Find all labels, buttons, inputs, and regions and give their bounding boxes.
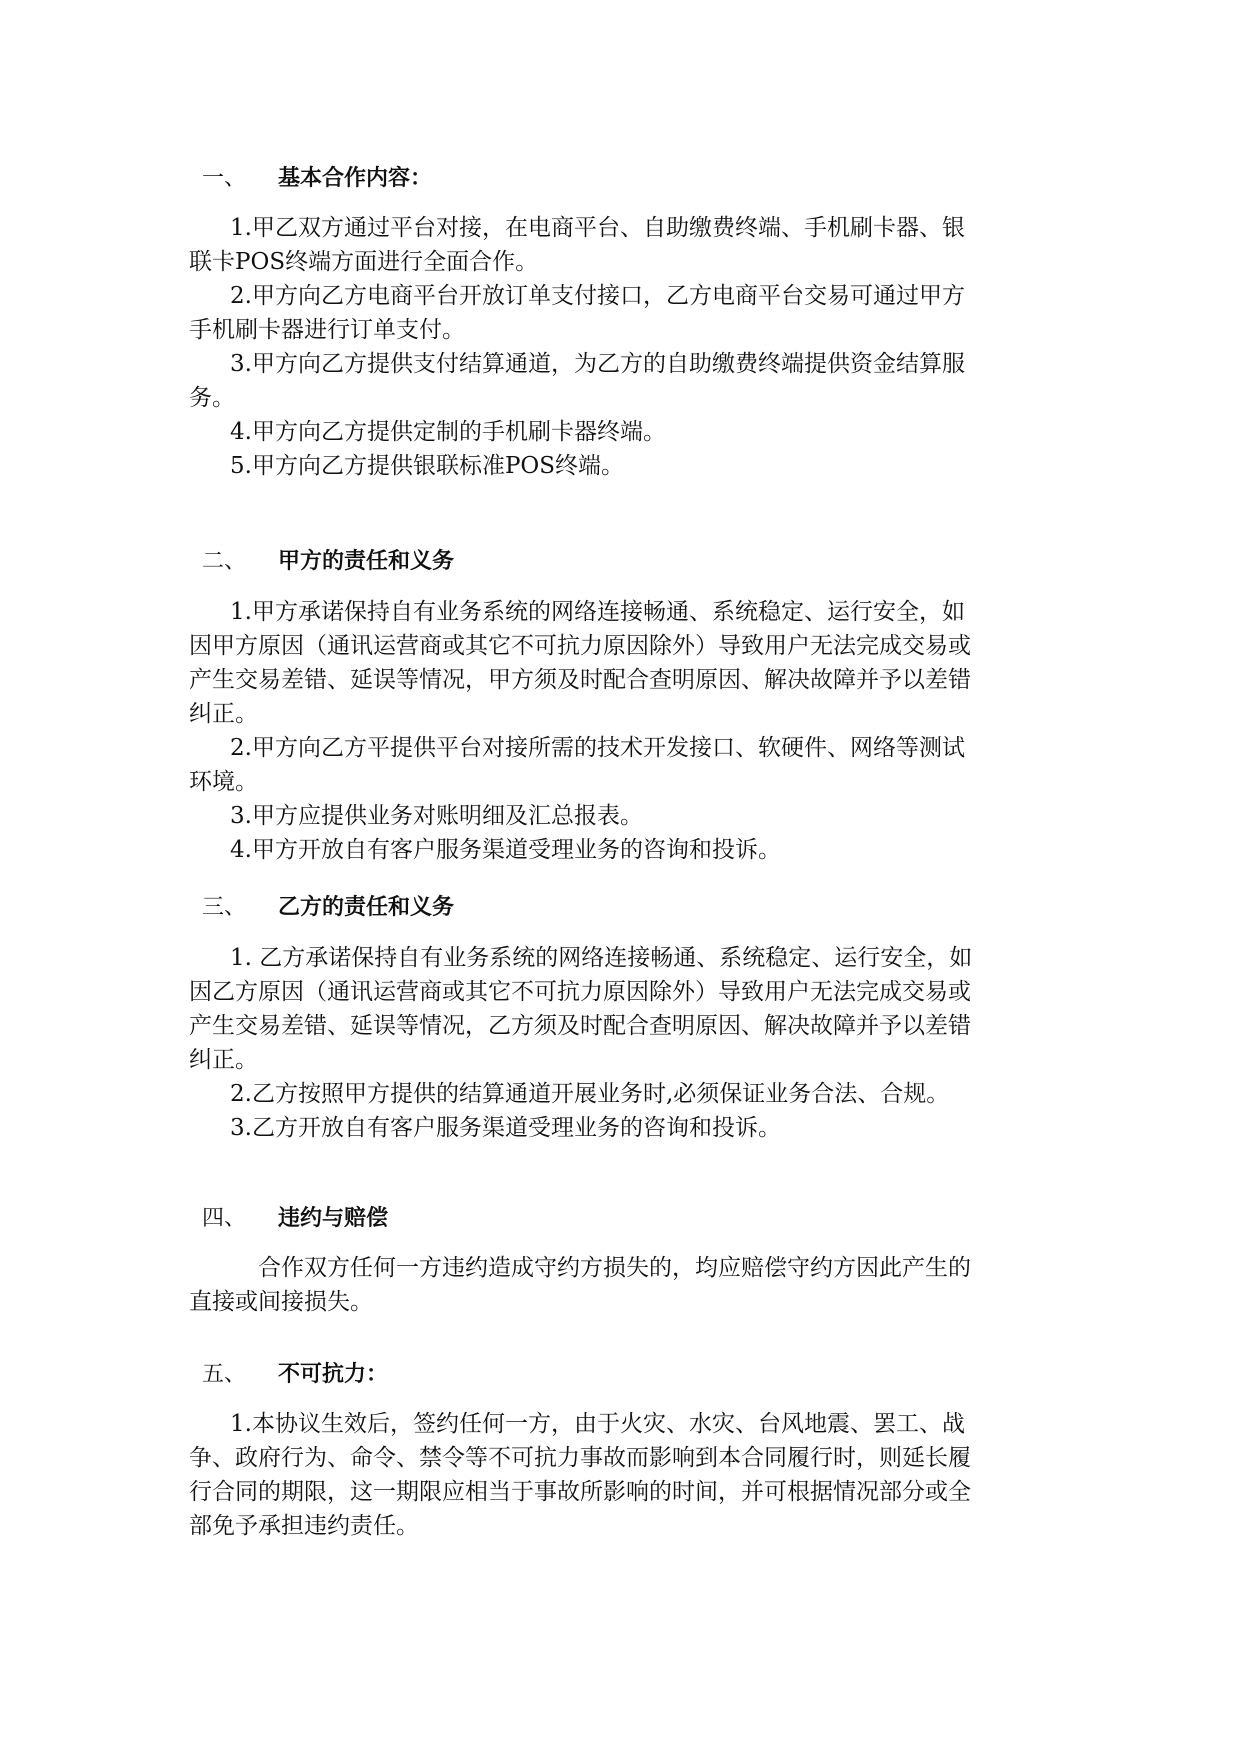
paragraph-line: 产生交易差错、延误等情况，甲方须及时配合查明原因、解决故障并予以差错: [189, 667, 971, 693]
paragraph-line: 2.乙方按照甲方提供的结算通道开展业务时,必须保证业务合法、合规。: [230, 1081, 950, 1107]
paragraph-line: 纠正。: [189, 1047, 258, 1073]
paragraph-line: 因乙方原因（通讯运营商或其它不可抗力原因除外）导致用户无法完成交易或: [189, 979, 971, 1005]
paragraph-line: 手机刷卡器进行订单支付。: [189, 317, 465, 343]
paragraph-line: 3.甲方向乙方提供支付结算通道，为乙方的自助缴费终端提供资金结算服: [230, 351, 965, 377]
section-title: 违约与赔偿: [278, 1206, 389, 1231]
section-number: 四、: [202, 1206, 247, 1231]
section-title: 基本合作内容：: [278, 166, 433, 191]
section-number: 一、: [202, 166, 247, 191]
paragraph-line: 争、政府行为、命令、禁令等不可抗力事故而影响到本合同履行时，则延长履: [189, 1445, 971, 1471]
paragraph-line: 务。: [189, 385, 235, 411]
paragraph-line: 4.甲方向乙方提供定制的手机刷卡器终端。: [230, 419, 666, 445]
paragraph-line: 3.甲方应提供业务对账明细及汇总报表。: [230, 803, 643, 829]
paragraph-line: 产生交易差错、延误等情况，乙方须及时配合查明原因、解决故障并予以差错: [189, 1013, 971, 1039]
paragraph-line: 4.甲方开放自有客户服务渠道受理业务的咨询和投诉。: [230, 837, 781, 863]
paragraph-line: 1.甲方承诺保持自有业务系统的网络连接畅通、系统稳定、运行安全，如: [230, 599, 965, 625]
section-heading-3: [202, 892, 454, 924]
paragraph-line: 1.甲乙双方通过平台对接，在电商平台、自助缴费终端、手机刷卡器、银: [230, 215, 965, 241]
section-number: 二、: [202, 549, 247, 574]
section-number: 三、: [202, 895, 247, 920]
section-title: 甲方的责任和义务: [278, 549, 455, 574]
paragraph-line: 5.甲方向乙方提供银联标准POS终端。: [230, 453, 625, 479]
section-title: 乙方的责任和义务: [278, 895, 455, 920]
paragraph-line: 直接或间接损失。: [189, 1289, 373, 1315]
paragraph-line: 2.甲方向乙方电商平台开放订单支付接口，乙方电商平台交易可通过甲方: [230, 283, 965, 309]
section-number: 五、: [202, 1362, 247, 1387]
section-heading-5: [202, 1359, 388, 1391]
paragraph-line: 合作双方任何一方违约造成守约方损失的，均应赔偿守约方因此产生的: [258, 1255, 971, 1281]
paragraph-line: 行合同的期限，这一期限应相当于事故所影响的时间，并可根据情况部分或全: [189, 1479, 971, 1505]
paragraph-line: 1. 乙方承诺保持自有业务系统的网络连接畅通、系统稳定、运行安全，如: [230, 945, 973, 971]
paragraph-line: 纠正。: [189, 701, 258, 727]
section-heading-1: [202, 163, 432, 195]
section-heading-2: [202, 546, 454, 578]
paragraph-line: 3.乙方开放自有客户服务渠道受理业务的咨询和投诉。: [230, 1115, 781, 1141]
paragraph-line: 2.甲方向乙方平提供平台对接所需的技术开发接口、软硬件、网络等测试: [230, 735, 965, 761]
paragraph-line: 部免予承担违约责任。: [189, 1513, 419, 1539]
paragraph-line: 联卡POS终端方面进行全面合作。: [189, 249, 539, 275]
section-heading-4: [202, 1203, 388, 1235]
paragraph-line: 1.本协议生效后，签约任何一方，由于火灾、水灾、台风地震、罢工、战: [230, 1411, 965, 1437]
paragraph-line: 因甲方原因（通讯运营商或其它不可抗力原因除外）导致用户无法完成交易或: [189, 633, 971, 659]
paragraph-line: 环境。: [189, 769, 258, 795]
section-title: 不可抗力：: [278, 1362, 389, 1387]
